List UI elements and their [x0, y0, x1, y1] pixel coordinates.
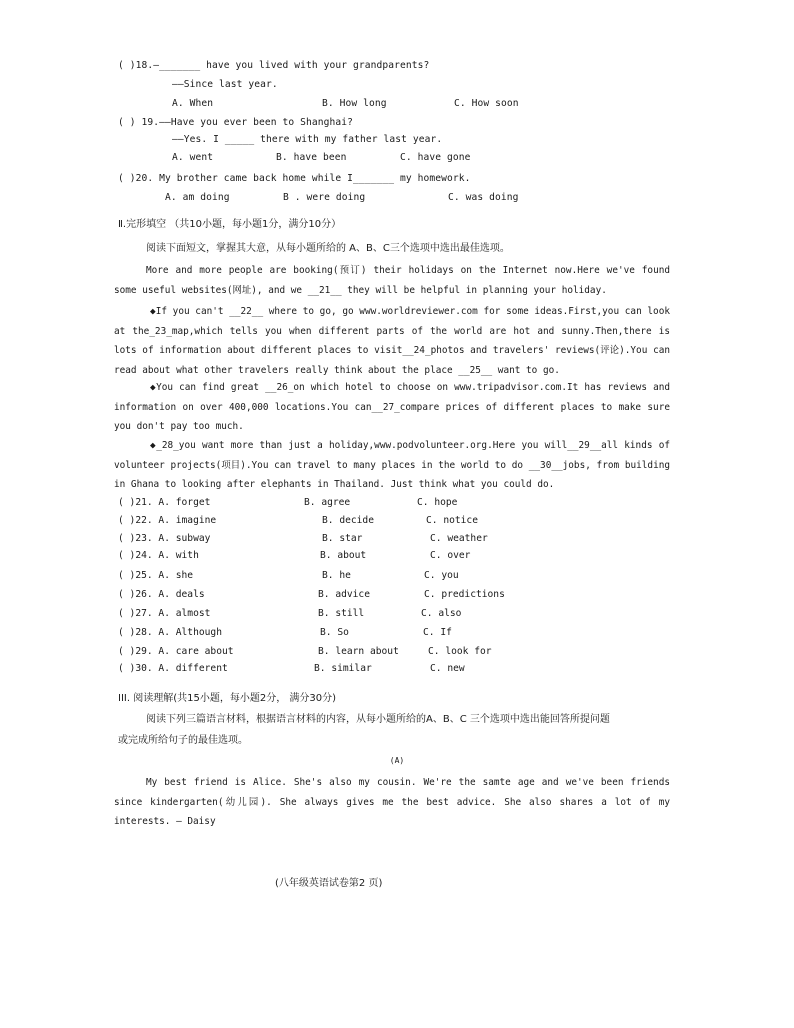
cloze-paragraph-1: More and more people are booking(预订) their holidays on the Internet now.Here we've found some useful websites(网址), and we __21__ they will be helpful in planning your holiday. — [114, 265, 670, 296]
page-footer: (八年级英语试卷第2 页) — [275, 878, 383, 889]
option-row-22-c: C. notice — [426, 515, 478, 526]
option-row-29-c: C. look for — [428, 646, 492, 657]
question-19-dialog-answer: ——Yes. I _____ there with my father last year. — [172, 134, 443, 145]
option-row-30-a: ( )30. A. different — [118, 663, 228, 674]
option-row-27-a: ( )27. A. almost — [118, 608, 211, 619]
section-3-instruction-line-1: 阅读下列三篇语言材料，根据语言材料的内容，从每小题所给的A、B、C 三个选项中选出能回答所提问题 — [146, 714, 610, 725]
cloze-paragraph-2: ◆If you can't __22__ where to go, go www.worldreviewer.com for some ideas.First,you can look at the_23_map,which tells you when different parts of the world are hot and sunny.Then,there is lots of information about different places to visit__24_photos and travelers' reviews(评论).You can read about what other travelers really think about the place __25__ want to go. — [114, 306, 670, 376]
question-19-option-a: A. went — [172, 152, 214, 163]
option-row-24-a: ( )24. A. with — [118, 550, 199, 561]
question-20-option-b: B . were doing — [283, 192, 366, 203]
option-row-22-a: ( )22. A. imagine — [118, 515, 217, 526]
option-row-28-b: B. So — [320, 627, 349, 638]
section-3-title: III. 阅读理解(共15小题，每小题2分， 满分30分) — [118, 693, 336, 704]
question-18-stem: ( )18.—_______ have you lived with your grandparents? — [118, 60, 430, 71]
question-19-option-c: C. have gone — [400, 152, 471, 163]
question-18-dialog-answer: ——Since last year. — [172, 79, 278, 90]
option-row-26-b: B. advice — [318, 589, 370, 600]
option-row-23-a: ( )23. A. subway — [118, 533, 211, 544]
option-row-28-c: C. If — [423, 627, 452, 638]
option-row-21-b: B. agree — [304, 497, 351, 508]
question-18-option-c: C. How soon — [454, 98, 519, 109]
option-row-27-c: C. also — [421, 608, 462, 619]
section-2-title: Ⅱ.完形填空 （共10小题，每小题1分，满分10分） — [118, 219, 342, 230]
option-row-23-c: C. weather — [430, 533, 488, 544]
option-row-30-b: B. similar — [314, 663, 372, 674]
option-row-29-b: B. learn about — [318, 646, 399, 657]
option-row-24-c: C. over — [430, 550, 471, 561]
option-row-25-b: B. he — [322, 570, 351, 581]
section-2-instruction: 阅读下面短文，掌握其大意，从每小题所给的 A、B、C三个选项中选出最佳选项。 — [146, 243, 510, 254]
option-row-22-b: B. decide — [322, 515, 374, 526]
option-row-23-b: B. star — [322, 533, 363, 544]
passage-a-text: My best friend is Alice. She's also my cousin. We're the samte age and we've been friends since kindergarten(幼儿园). She always gives me the best advice. She also shares a lot of my interests. – Daisy — [114, 777, 670, 827]
question-20-stem: ( )20. My brother came back home while I_______ my homework. — [118, 173, 471, 184]
option-row-29-a: ( )29. A. care about — [118, 646, 234, 657]
option-row-26-c: C. predictions — [424, 589, 505, 600]
option-row-24-b: B. about — [320, 550, 367, 561]
question-19-stem: ( ) 19.——Have you ever been to Shanghai? — [118, 117, 354, 128]
question-18-option-a: A. When — [172, 98, 214, 109]
option-row-25-c: C. you — [424, 570, 459, 581]
question-19-option-b: B. have been — [276, 152, 347, 163]
section-3-instruction-line-2: 或完成所给句子的最佳选项。 — [118, 735, 248, 746]
question-18-option-b: B. How long — [322, 98, 387, 109]
option-row-26-a: ( )26. A. deals — [118, 589, 205, 600]
option-row-28-a: ( )28. A. Although — [118, 627, 222, 638]
option-row-30-c: C. new — [430, 663, 465, 674]
option-row-21-c: C. hope — [417, 497, 458, 508]
cloze-paragraph-3: ◆You can find great __26_on which hotel to choose on www.tripadvisor.com.It has reviews and information on over 400,000 locations.You can__27_compare prices of different places to make sure you don't pay too much. — [114, 382, 670, 432]
cloze-paragraph-4: ◆_28_you want more than just a holiday,www.podvolunteer.org.Here you will__29__all kinds of volunteer projects(项目).You can travel to many places in the world to do __30__jobs, from building in Ghana to looking after elephants in Thailand. Just think what you could do. — [114, 440, 670, 490]
passage-a-label: (A) — [389, 756, 405, 765]
option-row-25-a: ( )25. A. she — [118, 570, 194, 581]
question-20-option-c: C. was doing — [448, 192, 519, 203]
question-20-option-a: A. am doing — [165, 192, 230, 203]
option-row-27-b: B. still — [318, 608, 365, 619]
option-row-21-a: ( )21. A. forget — [118, 497, 211, 508]
